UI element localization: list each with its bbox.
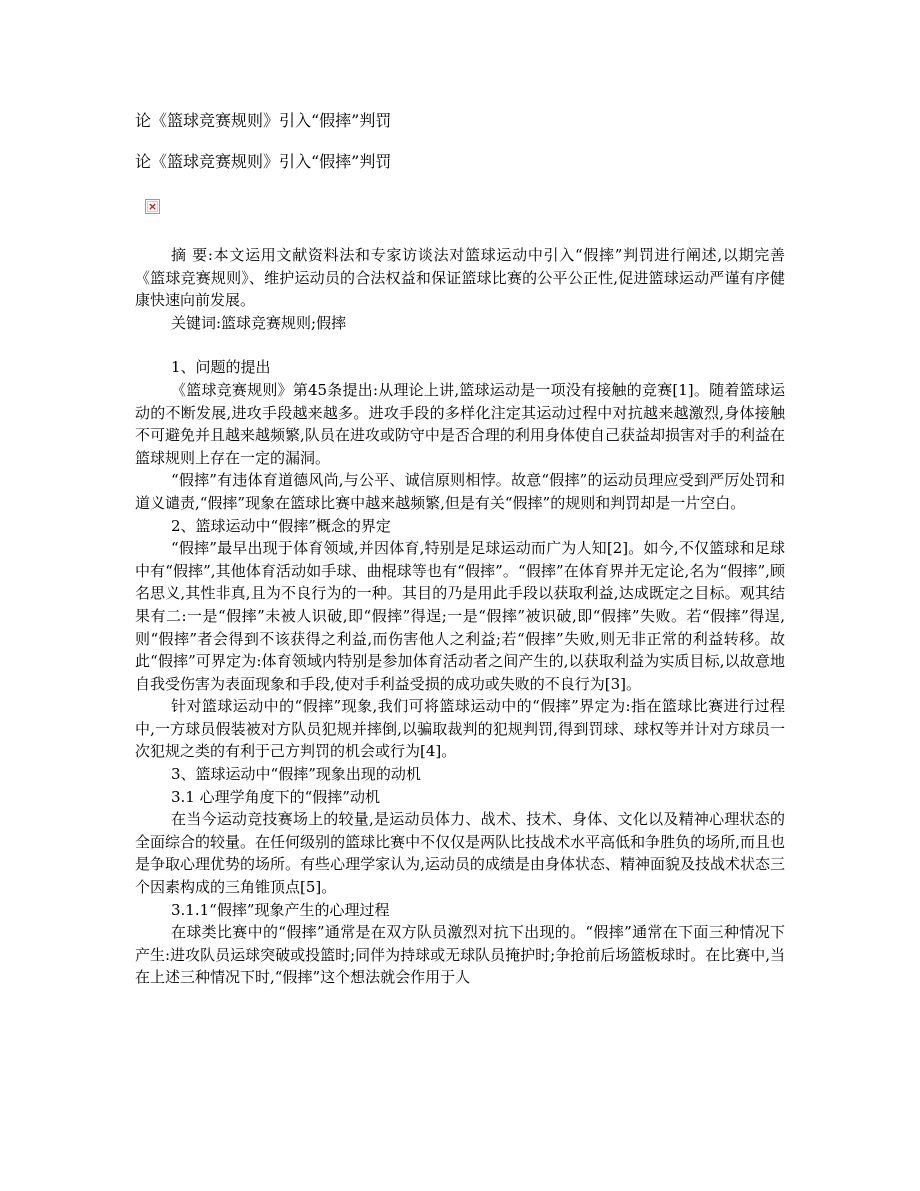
section-heading-2: 2、篮球运动中“假摔”概念的界定 xyxy=(171,516,391,535)
body-paragraph: 在球类比赛中的“假摔”通常是在双方队员激烈对抗下出现的。“假摔”通常在下面三种情况下产生:进攻队员运球突破或投篮时;同伴为持球或无球队员掩护时;争抢前后场篮板球时。在比赛中,当在上述三种情况下时,“假摔”这个想法就会作用于人 xyxy=(135,923,785,987)
subsection-heading-3-1: 3.1 心理学角度下的“假摔”动机 xyxy=(171,787,380,806)
body-paragraph: “假摔”最早出现于体育领域,并因体育,特别是足球运动而广为人知[2]。如今,不仅篮球和足球中有“假摔”,其他体育活动如手球、曲棍球等也有“假摔”。“假摔”在体育界并无定论,名为“假摔”,顾名思义,其性非真,且为不良行为的一种。其目的乃是用此手段以获取利益,达成既定之目标。观其结果有二:一是“假摔”未被人识破,即“假摔”得逞;一是“假摔”被识破,即“假摔”失败。若“假摔”得逞,则“假摔”者会得到不该获得之利益,而伤害他人之利益;若“假摔”失败,则无非正常的利益转移。故此“假摔”可界定为:体育领域内特别是参加体育活动者之间产生的,以获取利益为实质目标,以故意地自我受伤害为表面现象和手段,使对手利益受损的成功或失败的不良行为[3]。 xyxy=(135,539,785,693)
section-heading-1: 1、问题的提出 xyxy=(171,358,271,377)
body-paragraph: “假摔”有违体育道德风尚,与公平、诚信原则相悖。故意“假摔”的运动员理应受到严厉处罚和道义谴责,“假摔”现象在篮球比赛中越来越频繁,但是有关“假摔”的规则和判罚却是一片空白。 xyxy=(135,471,785,512)
document-title: 论《篮球竞赛规则》引入“假摔”判罚 xyxy=(135,111,392,130)
body-paragraph: 《篮球竞赛规则》第45条提出:从理论上讲,篮球运动是一项没有接触的竞赛[1]。随着篮球运动的不断发展,进攻手段越来越多。进攻手段的多样化注定其运动过程中对抗越来越激烈,身体接触不可避免并且越来越频繁,队员在进攻或防守中是否合理的利用身体使自己获益却损害对手的利益在篮球规则上存在一定的漏洞。 xyxy=(135,380,785,467)
keywords-paragraph: 关键词:篮球竞赛规则;假摔 xyxy=(171,313,347,332)
document-subtitle: 论《篮球竞赛规则》引入“假摔”判罚 xyxy=(135,152,392,171)
body-paragraph: 针对篮球运动中的“假摔”现象,我们可将篮球运动中的“假摔”界定为:指在篮球比赛进行过程中,一方球员假装被对方队员犯规并摔倒,以骗取裁判的犯规判罚,得到罚球、球权等并计对方球员一次犯规之类的有利于己方判罚的机会或行为[4]。 xyxy=(135,697,785,761)
section-heading-3: 3、篮球运动中“假摔”现象出现的动机 xyxy=(171,765,421,784)
body-paragraph: 在当今运动竞技赛场上的较量,是运动员体力、战术、技术、身体、文化以及精神心理状态的全面综合的较量。在任何级别的篮球比赛中不仅仅是两队比技战术水平高低和争胜负的场所,而且也是争取心理优势的场所。有些心理学家认为,运动员的成绩是由身体状态、精神面貌及技战术状态三个因素构成的三角锥顶点[5]。 xyxy=(135,810,785,897)
subsection-heading-3-1-1: 3.1.1“假摔”现象产生的心理过程 xyxy=(171,900,390,919)
article-body xyxy=(135,244,785,989)
abstract-paragraph: 摘 要:本文运用文献资料法和专家访谈法对篮球运动中引入“假摔”判罚进行阐述,以期完善《篮球竞赛规则》、维护运动员的合法权益和保证篮球比赛的公平公正性,促进篮球运动严谨有序健康快速向前发展。 xyxy=(135,246,785,310)
broken-image-icon: × xyxy=(145,199,160,214)
